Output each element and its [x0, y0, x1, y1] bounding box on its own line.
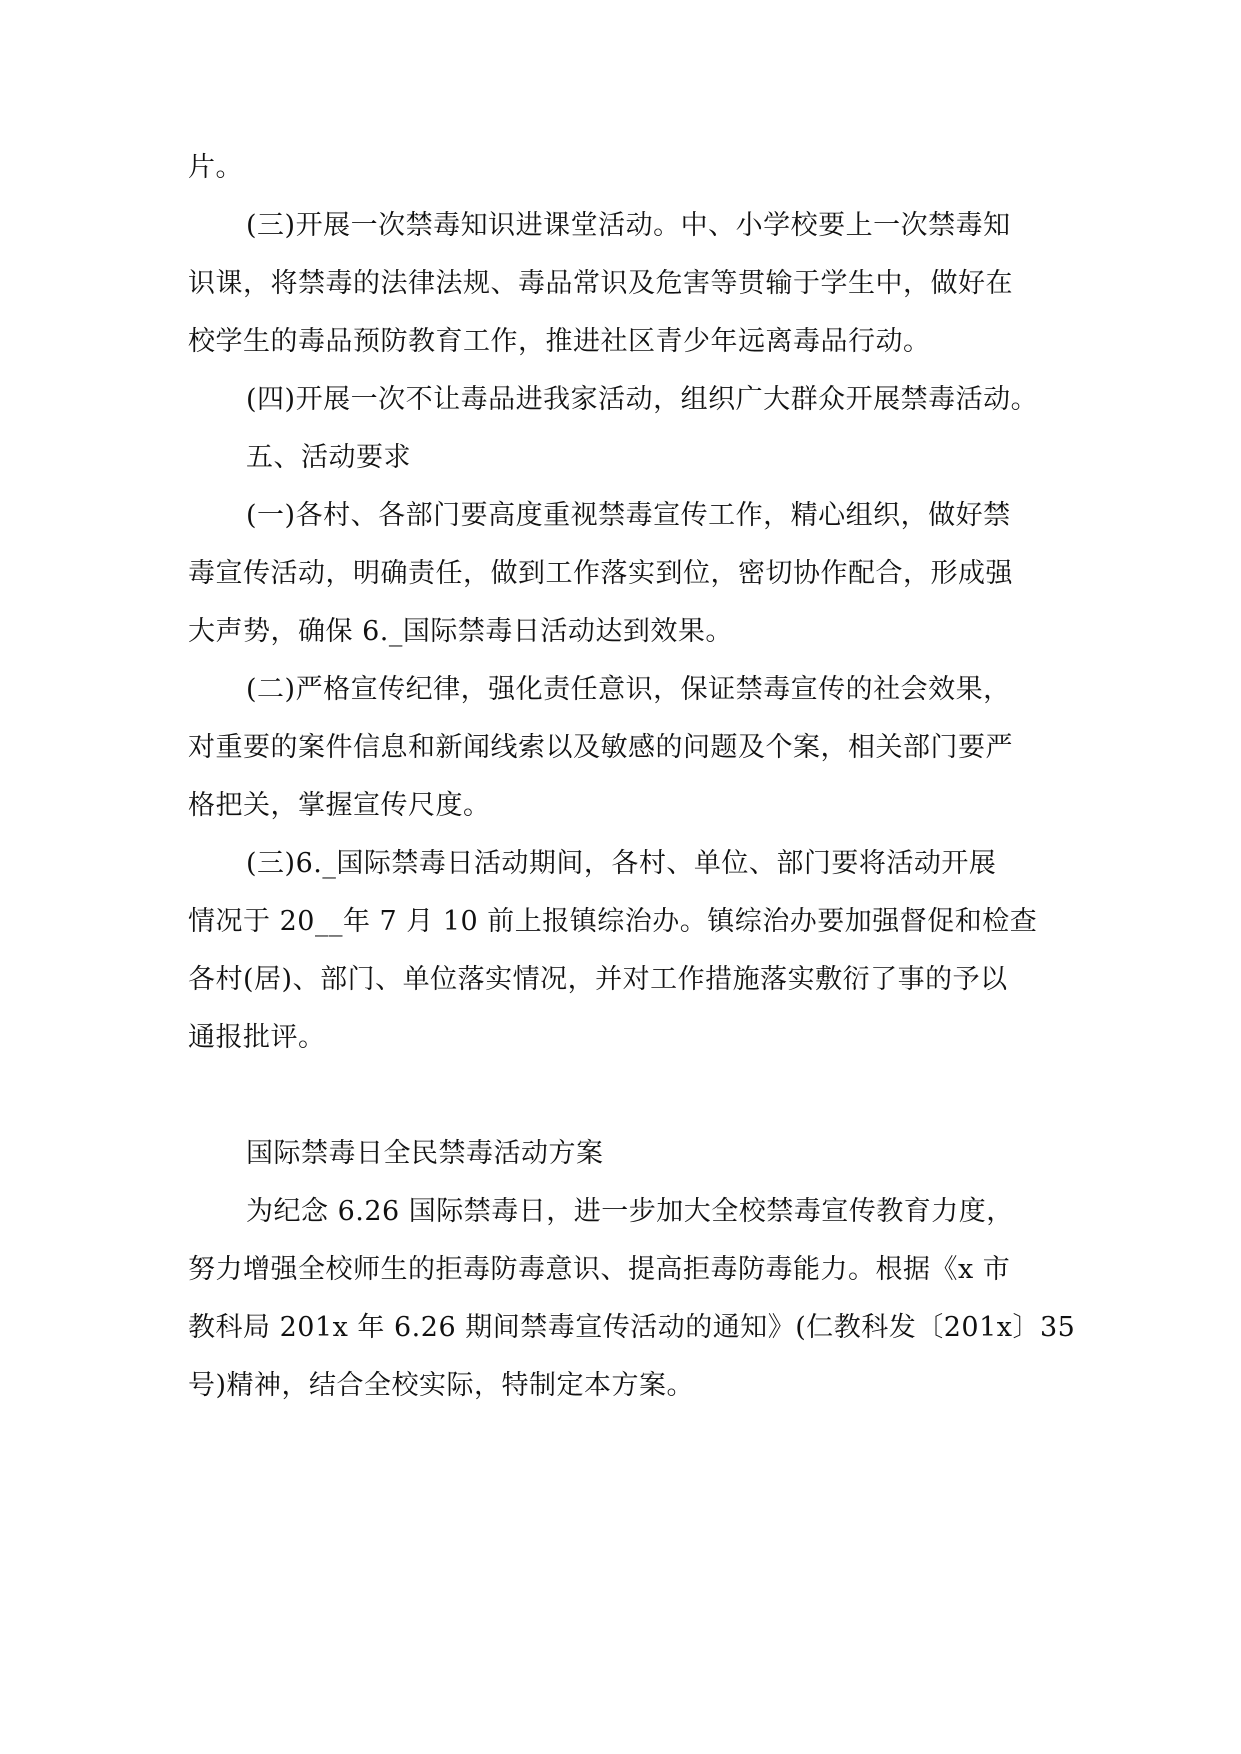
- text-line: (三)开展一次禁毒知识进课堂活动。中、小学校要上一次禁毒知: [246, 210, 1011, 241]
- text-line: 教科局 201x 年 6.26 期间禁毒宣传活动的通知》(仁教科发〔201x〕35: [188, 1312, 1076, 1343]
- document-title: 国际禁毒日全民禁毒活动方案: [246, 1138, 604, 1169]
- text-line: 识课，将禁毒的法律法规、毒品常识及危害等贯输于学生中，做好在: [188, 268, 1013, 299]
- text-line: 为纪念 6.26 国际禁毒日，进一步加大全校禁毒宣传教育力度，: [246, 1196, 1014, 1227]
- text-line: 努力增强全校师生的拒毒防毒意识、提高拒毒防毒能力。根据《x 市: [188, 1254, 1011, 1285]
- text-line: 各村(居)、部门、单位落实情况，并对工作措施落实敷衍了事的予以: [188, 964, 1008, 995]
- text-line: 号)精神，结合全校实际，特制定本方案。: [188, 1370, 695, 1401]
- text-line: 对重要的案件信息和新闻线索以及敏感的问题及个案，相关部门要严: [188, 732, 1013, 763]
- text-line: (三)6._国际禁毒日活动期间，各村、单位、部门要将活动开展: [246, 848, 997, 879]
- text-line: 格把关，掌握宣传尺度。: [188, 790, 491, 821]
- text-line: 情况于 20__年 7 月 10 前上报镇综治办。镇综治办要加强督促和检查: [188, 906, 1038, 937]
- text-line: (二)严格宣传纪律，强化责任意识，保证禁毒宣传的社会效果，: [246, 674, 1011, 705]
- text-line: 毒宣传活动，明确责任，做到工作落实到位，密切协作配合，形成强: [188, 558, 1013, 589]
- text-line: 片。: [188, 152, 243, 183]
- text-line: 通报批评。: [188, 1022, 326, 1053]
- text-line: 校学生的毒品预防教育工作，推进社区青少年远离毒品行动。: [188, 326, 931, 357]
- text-line: (四)开展一次不让毒品进我家活动，组织广大群众开展禁毒活动。: [246, 384, 1039, 415]
- text-line: (一)各村、各部门要高度重视禁毒宣传工作，精心组织，做好禁: [246, 500, 1011, 531]
- text-line: 大声势，确保 6._国际禁毒日活动达到效果。: [188, 616, 733, 647]
- section-heading: 五、活动要求: [246, 442, 411, 473]
